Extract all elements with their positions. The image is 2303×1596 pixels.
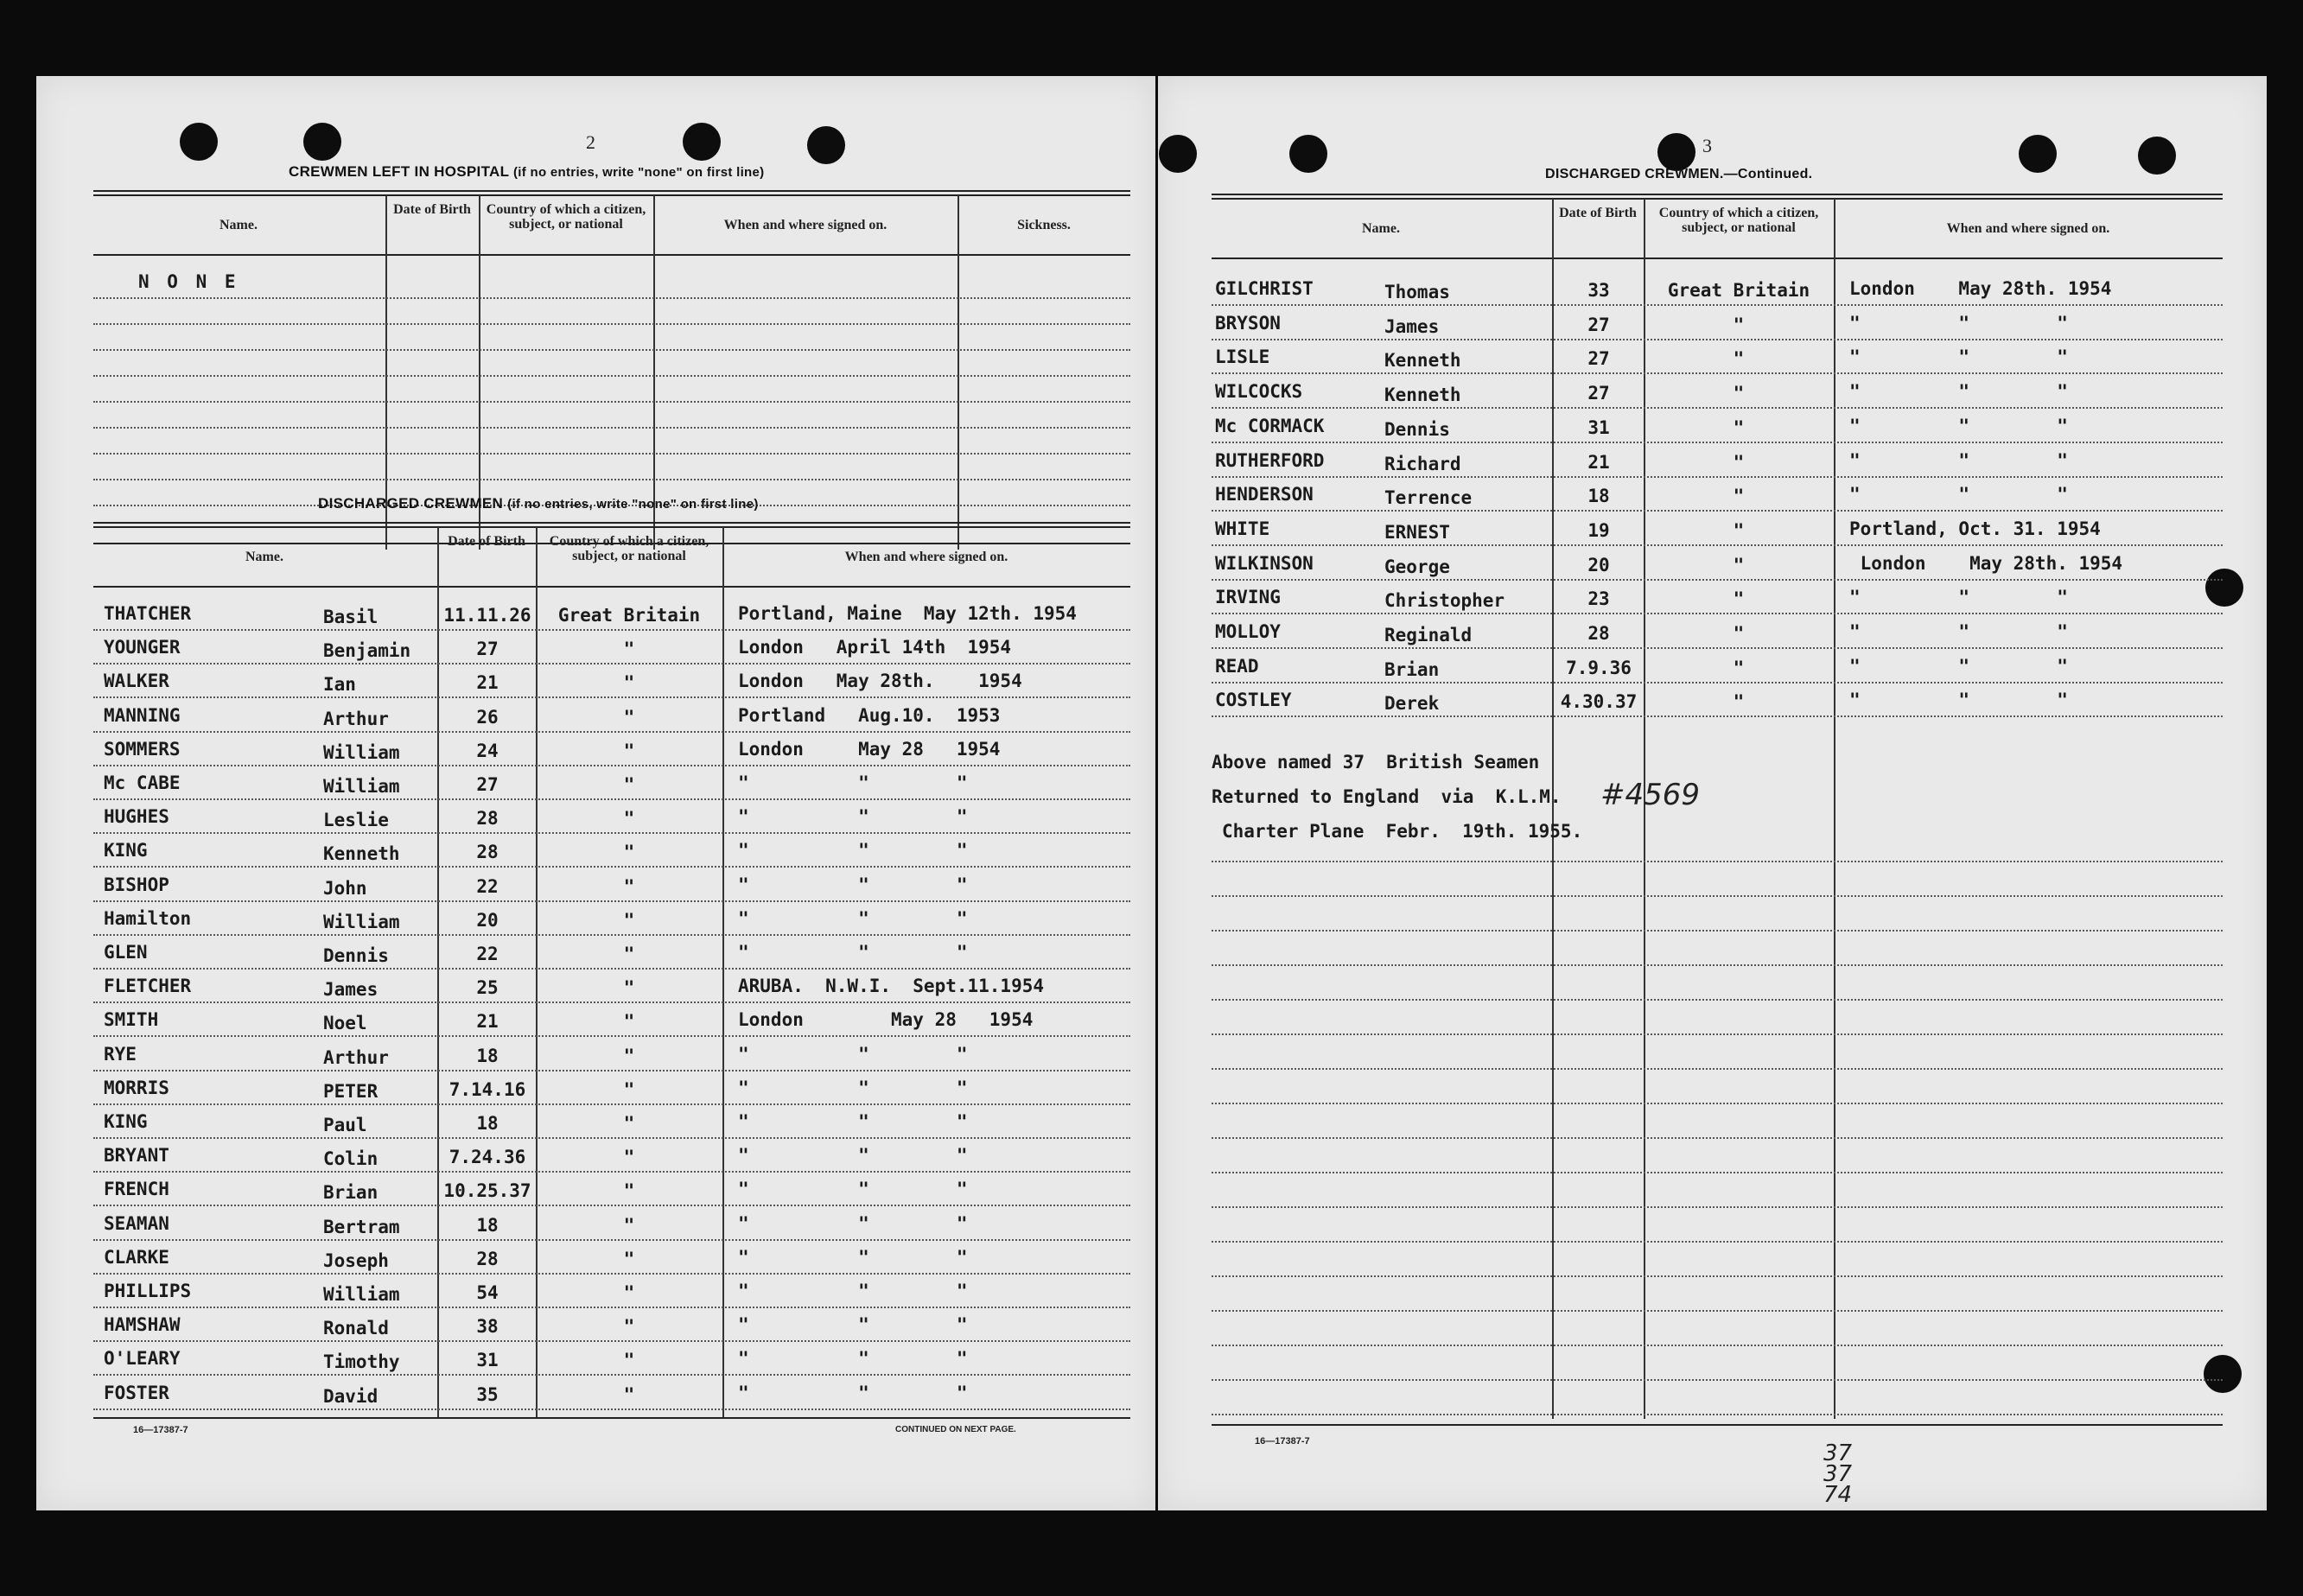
header-signed: When and where signed on. — [844, 550, 1008, 564]
crew-dob: 7.14.16 — [449, 1079, 526, 1100]
crew-dob: 11.11.26 — [443, 605, 531, 626]
crew-surname: IRVING — [1215, 587, 1281, 607]
crew-surname: GILCHRIST — [1215, 278, 1314, 299]
crew-country: Great Britain — [1667, 280, 1810, 301]
crew-given-name: William — [323, 742, 400, 763]
crew-given-name: ERNEST — [1384, 522, 1450, 543]
crew-signed-on: " " " — [738, 942, 968, 963]
punch-hole — [303, 123, 341, 161]
crew-dob: 27 — [476, 639, 499, 659]
row-rule — [93, 696, 1130, 698]
crew-surname: FOSTER — [104, 1383, 169, 1403]
row-rule — [1212, 1345, 2223, 1346]
crew-country: " — [623, 842, 635, 862]
crew-surname: HUGHES — [104, 806, 169, 827]
header-dob: Date of Birth — [1559, 206, 1637, 220]
crew-signed-on: " " " — [1849, 381, 2068, 402]
row-rule — [93, 866, 1130, 868]
crew-signed-on: " " " — [738, 1383, 968, 1403]
row-rule — [1212, 339, 2223, 340]
row-rule — [1212, 1275, 2223, 1277]
table-rule — [93, 254, 1130, 256]
crew-country: " — [1733, 383, 1745, 404]
header-country: Country of which a citizen, subject, or national — [486, 202, 646, 232]
continued-note: CONTINUED ON NEXT PAGE. — [895, 1425, 1016, 1434]
crew-given-name: Colin — [323, 1148, 379, 1169]
crew-surname: HAMSHAW — [104, 1314, 181, 1335]
crew-given-name: Reginald — [1384, 625, 1473, 645]
crew-country: " — [623, 808, 635, 829]
crew-surname: KING — [104, 840, 148, 861]
crew-country: " — [623, 944, 635, 964]
crew-dob: 19 — [1587, 520, 1610, 541]
crew-country: " — [1733, 452, 1745, 473]
crew-given-name: Noel — [323, 1013, 367, 1033]
row-rule — [1212, 544, 2223, 546]
crew-dob: 38 — [476, 1316, 499, 1337]
crew-signed-on: London April 14th 1954 — [738, 637, 1012, 658]
crew-signed-on: " " " — [738, 773, 968, 793]
crew-given-name: William — [323, 912, 400, 932]
crew-signed-on: " " " — [738, 840, 968, 861]
crew-country: " — [623, 1350, 635, 1370]
crew-given-name: Leslie — [323, 810, 389, 830]
row-rule — [93, 1070, 1130, 1071]
crew-given-name: Arthur — [323, 709, 389, 729]
crew-country: Great Britain — [557, 605, 701, 626]
crew-given-name: James — [323, 979, 379, 1000]
row-rule — [1212, 304, 2223, 306]
crew-signed-on: Portland, Oct. 31. 1954 — [1849, 518, 2101, 539]
crew-surname: SMITH — [104, 1009, 159, 1030]
crew-signed-on: London May 28th. 1954 — [738, 671, 1022, 691]
crew-dob: 18 — [476, 1046, 499, 1066]
crew-given-name: Terrence — [1384, 487, 1473, 508]
form-number: 16—17387-7 — [133, 1425, 188, 1435]
crew-signed-on: " " " — [738, 1111, 968, 1132]
header-country: Country of which a citizen, subject, or national — [549, 534, 709, 563]
left-page — [36, 76, 1155, 1510]
crew-signed-on: " " " — [1849, 656, 2068, 677]
crew-given-name: Brian — [323, 1182, 379, 1203]
page-number: 2 — [586, 131, 595, 153]
crew-signed-on: Portland Aug.10. 1953 — [738, 705, 1001, 726]
hospital-none-entry: N O N E — [138, 271, 239, 292]
table-rule — [93, 190, 1130, 196]
crew-dob: 18 — [476, 1113, 499, 1134]
margin-tally: 37 37 74 — [1823, 1440, 1853, 1508]
row-rule — [1212, 476, 2223, 478]
row-rule — [93, 1001, 1130, 1003]
crew-surname: FLETCHER — [104, 976, 192, 996]
crew-signed-on: " " " — [738, 874, 968, 895]
crew-dob: 21 — [476, 672, 499, 693]
crew-country: " — [1733, 658, 1745, 678]
crew-surname: WILCOCKS — [1215, 381, 1303, 402]
row-rule — [93, 663, 1130, 664]
crew-surname: O'LEARY — [104, 1348, 181, 1369]
row-rule — [93, 798, 1130, 800]
header-name: Name. — [1362, 221, 1400, 236]
crew-surname: PHILLIPS — [104, 1281, 192, 1301]
crew-dob: 21 — [1587, 452, 1610, 473]
row-rule — [93, 900, 1130, 902]
row-rule — [93, 1137, 1130, 1139]
crew-signed-on: " " " — [1849, 621, 2068, 642]
crew-surname: YOUNGER — [104, 637, 181, 658]
crew-signed-on: London May 28th. 1954 — [1849, 553, 2123, 574]
crew-dob: 25 — [476, 977, 499, 998]
punch-hole — [807, 126, 845, 164]
section-title: DISCHARGED CREWMEN.—Continued. — [1545, 167, 1813, 181]
crew-signed-on: " " " — [1849, 450, 2068, 471]
crew-dob: 22 — [476, 944, 499, 964]
row-rule — [1212, 1137, 2223, 1139]
row-rule — [1212, 930, 2223, 932]
row-rule — [93, 1408, 1130, 1410]
note-line-1: Above named 37 British Seamen — [1212, 752, 1540, 773]
crew-surname: WILKINSON — [1215, 553, 1314, 574]
row-rule — [93, 1103, 1130, 1105]
header-dob: Date of Birth — [393, 202, 471, 217]
row-rule — [93, 1307, 1130, 1308]
row-rule — [1212, 407, 2223, 409]
crew-country: " — [623, 1215, 635, 1236]
row-rule — [93, 1340, 1130, 1342]
crew-surname: SOMMERS — [104, 739, 181, 760]
row-rule — [93, 1171, 1130, 1173]
row-rule — [93, 1035, 1130, 1037]
crew-country: " — [1733, 315, 1745, 335]
crew-signed-on: " " " — [1849, 347, 2068, 367]
crew-signed-on: " " " — [738, 908, 968, 929]
crew-country: " — [623, 1079, 635, 1100]
crew-country: " — [623, 876, 635, 897]
crew-country: " — [1733, 520, 1745, 541]
row-rule — [1212, 964, 2223, 966]
crew-signed-on: London May 28 1954 — [738, 739, 1001, 760]
crew-given-name: Ian — [323, 674, 356, 695]
crew-given-name: Bertram — [323, 1217, 400, 1237]
row-rule — [93, 765, 1130, 766]
crew-signed-on: " " " — [738, 806, 968, 827]
row-rule — [93, 629, 1130, 631]
row-rule — [1212, 579, 2223, 581]
crew-country: " — [1733, 555, 1745, 575]
crew-signed-on: " " " — [1849, 484, 2068, 505]
crew-signed-on: " " " — [1849, 587, 2068, 607]
crew-surname: MANNING — [104, 705, 181, 726]
crew-surname: Mc CORMACK — [1215, 416, 1325, 436]
crew-surname: COSTLEY — [1215, 690, 1292, 710]
crew-surname: LISLE — [1215, 347, 1270, 367]
note-line-3: Charter Plane Febr. 19th. 1955. — [1222, 821, 1583, 842]
punch-hole — [2138, 137, 2176, 175]
crew-surname: RYE — [104, 1044, 137, 1065]
crew-surname: MOLLOY — [1215, 621, 1281, 642]
crew-surname: Mc CABE — [104, 773, 181, 793]
row-rule — [1212, 1241, 2223, 1243]
crew-given-name: Dennis — [323, 945, 389, 966]
crew-country: " — [1733, 348, 1745, 369]
row-rule — [93, 968, 1130, 970]
crew-surname: CLARKE — [104, 1247, 169, 1268]
crew-signed-on: " " " — [738, 1213, 968, 1234]
crew-country: " — [623, 910, 635, 931]
row-rule — [1212, 1206, 2223, 1208]
crew-given-name: Richard — [1384, 454, 1461, 474]
crew-given-name: David — [323, 1386, 379, 1407]
crew-dob: 27 — [1587, 383, 1610, 404]
crew-surname: FRENCH — [104, 1179, 169, 1199]
crew-country: " — [1733, 417, 1745, 438]
handwritten-flight-number: #4569 — [1600, 778, 1701, 812]
crew-signed-on: " " " — [738, 1247, 968, 1268]
crew-signed-on: " " " — [1849, 690, 2068, 710]
punch-hole — [2205, 569, 2243, 607]
crew-signed-on: Portland, Maine May 12th. 1954 — [738, 603, 1077, 624]
header-name: Name. — [219, 218, 258, 232]
crew-country: " — [623, 774, 635, 795]
crew-dob: 26 — [476, 707, 499, 728]
crew-country: " — [623, 1011, 635, 1032]
crew-country: " — [1733, 588, 1745, 609]
row-rule — [1212, 1310, 2223, 1312]
crew-country: " — [623, 707, 635, 728]
crew-given-name: James — [1384, 316, 1440, 337]
crew-dob: 27 — [1587, 315, 1610, 335]
punch-hole — [1159, 135, 1197, 173]
crew-surname: THATCHER — [104, 603, 192, 624]
crew-surname: RUTHERFORD — [1215, 450, 1325, 471]
crew-dob: 4.30.37 — [1560, 691, 1638, 712]
crew-dob: 21 — [476, 1011, 499, 1032]
row-rule — [1212, 895, 2223, 897]
crew-dob: 28 — [476, 808, 499, 829]
crew-given-name: Benjamin — [323, 640, 411, 661]
header-sickness: Sickness. — [1017, 218, 1071, 232]
crew-signed-on: " " " — [738, 1145, 968, 1166]
crew-dob: 10.25.37 — [443, 1180, 531, 1201]
row-rule — [1212, 372, 2223, 374]
crew-country: " — [623, 741, 635, 761]
crew-dob: 7.24.36 — [449, 1147, 526, 1167]
crew-given-name: Dennis — [1384, 419, 1450, 440]
page-number: 3 — [1702, 135, 1712, 156]
crew-given-name: Thomas — [1384, 282, 1450, 302]
crew-surname: WALKER — [104, 671, 169, 691]
crew-given-name: Joseph — [323, 1250, 389, 1271]
crew-signed-on: London May 28th. 1954 — [1849, 278, 2112, 299]
crew-country: " — [623, 672, 635, 693]
header-signed: When and where signed on. — [723, 218, 887, 232]
crew-surname: BRYANT — [104, 1145, 169, 1166]
punch-hole — [1289, 135, 1327, 173]
row-rule — [1212, 1172, 2223, 1173]
crew-given-name: Basil — [323, 607, 379, 627]
punch-hole — [1657, 133, 1695, 171]
crew-surname: MORRIS — [104, 1078, 169, 1098]
row-rule — [93, 731, 1130, 733]
crew-dob: 22 — [476, 876, 499, 897]
crew-surname: BISHOP — [104, 874, 169, 895]
crew-country: " — [623, 1282, 635, 1303]
crew-surname: WHITE — [1215, 518, 1270, 539]
row-rule — [1212, 1103, 2223, 1104]
crew-surname: READ — [1215, 656, 1259, 677]
crew-given-name: PETER — [323, 1081, 379, 1102]
row-rule — [1212, 1033, 2223, 1035]
crew-given-name: Kenneth — [323, 843, 400, 864]
row-rule — [1212, 715, 2223, 717]
crew-country: " — [1733, 623, 1745, 644]
note-line-2: Returned to England via K.L.M. — [1212, 786, 1562, 807]
crew-surname: GLEN — [104, 942, 148, 963]
crew-given-name: John — [323, 878, 367, 899]
crew-surname: BRYSON — [1215, 313, 1281, 334]
crew-country: " — [623, 1113, 635, 1134]
crew-given-name: George — [1384, 556, 1450, 577]
crew-dob: 28 — [1587, 623, 1610, 644]
crew-given-name: William — [323, 776, 400, 797]
header-dob: Date of Birth — [448, 534, 525, 549]
crew-country: " — [623, 639, 635, 659]
punch-hole — [683, 123, 721, 161]
punch-hole — [2204, 1355, 2242, 1393]
crew-country: " — [1733, 691, 1745, 712]
row-rule — [1212, 682, 2223, 684]
row-rule — [93, 1374, 1130, 1376]
crew-given-name: Christopher — [1384, 590, 1505, 611]
row-rule — [1212, 613, 2223, 614]
row-rule — [93, 832, 1130, 834]
crew-given-name: Timothy — [323, 1351, 400, 1372]
crew-given-name: Ronald — [323, 1318, 389, 1338]
crew-country: " — [623, 1316, 635, 1337]
discharged-section-title: DISCHARGED CREWMEN (if no entries, write "none" on first line) — [318, 495, 759, 512]
crew-country: " — [623, 1249, 635, 1269]
crew-dob: 18 — [476, 1215, 499, 1236]
crew-dob: 31 — [1587, 417, 1610, 438]
crew-dob: 20 — [476, 910, 499, 931]
crew-surname: KING — [104, 1111, 148, 1132]
crew-given-name: Paul — [323, 1115, 367, 1135]
crew-given-name: Brian — [1384, 659, 1440, 680]
crew-dob: 7.9.36 — [1566, 658, 1632, 678]
row-rule — [1212, 1068, 2223, 1070]
crew-surname: SEAMAN — [104, 1213, 169, 1234]
row-rule — [1212, 647, 2223, 649]
crew-signed-on: " " " — [1849, 416, 2068, 436]
row-rule — [93, 1205, 1130, 1206]
row-rule — [1212, 442, 2223, 443]
crew-country: " — [623, 977, 635, 998]
header-name: Name. — [245, 550, 283, 564]
crew-dob: 27 — [476, 774, 499, 795]
crew-country: " — [623, 1180, 635, 1201]
right-page — [1158, 76, 2267, 1510]
crew-dob: 18 — [1587, 486, 1610, 506]
crew-dob: 24 — [476, 741, 499, 761]
crew-country: " — [623, 1147, 635, 1167]
crew-country: " — [623, 1046, 635, 1066]
row-rule — [93, 1239, 1130, 1241]
crew-given-name: Kenneth — [1384, 385, 1461, 405]
crew-dob: 28 — [476, 842, 499, 862]
crew-dob: 54 — [476, 1282, 499, 1303]
crew-dob: 28 — [476, 1249, 499, 1269]
crew-surname: HENDERSON — [1215, 484, 1314, 505]
row-rule — [93, 934, 1130, 936]
crew-dob: 27 — [1587, 348, 1610, 369]
crew-dob: 35 — [476, 1384, 499, 1405]
row-rule — [1212, 999, 2223, 1001]
crew-given-name: Derek — [1384, 693, 1440, 714]
crew-signed-on: " " " — [738, 1044, 968, 1065]
row-rule — [93, 1273, 1130, 1275]
header-signed: When and where signed on. — [1946, 221, 2110, 236]
crew-signed-on: " " " — [738, 1179, 968, 1199]
crew-dob: 33 — [1587, 280, 1610, 301]
hospital-section-title: CREWMEN LEFT IN HOSPITAL (if no entries, write "none" on first line) — [289, 163, 765, 180]
crew-signed-on: " " " — [738, 1314, 968, 1335]
crew-given-name: William — [323, 1284, 400, 1305]
header-country: Country of which a citizen, subject, or national — [1658, 206, 1819, 235]
crew-country: " — [623, 1384, 635, 1405]
crew-country: " — [1733, 486, 1745, 506]
row-rule — [1212, 861, 2223, 862]
crew-dob: 20 — [1587, 555, 1610, 575]
row-rule — [1212, 510, 2223, 512]
crew-surname: Hamilton — [104, 908, 192, 929]
punch-hole — [180, 123, 218, 161]
crew-signed-on: " " " — [1849, 313, 2068, 334]
punch-hole — [2019, 135, 2057, 173]
row-rule — [1212, 1414, 2223, 1415]
crew-signed-on: " " " — [738, 1281, 968, 1301]
crew-signed-on: London May 28 1954 — [738, 1009, 1034, 1030]
crew-given-name: Arthur — [323, 1047, 389, 1068]
crew-given-name: Kenneth — [1384, 350, 1461, 371]
crew-dob: 23 — [1587, 588, 1610, 609]
row-rule — [1212, 1379, 2223, 1381]
crew-signed-on: ARUBA. N.W.I. Sept.11.1954 — [738, 976, 1045, 996]
crew-signed-on: " " " — [738, 1348, 968, 1369]
crew-dob: 31 — [476, 1350, 499, 1370]
form-number: 16—17387-7 — [1255, 1436, 1310, 1447]
crew-signed-on: " " " — [738, 1078, 968, 1098]
